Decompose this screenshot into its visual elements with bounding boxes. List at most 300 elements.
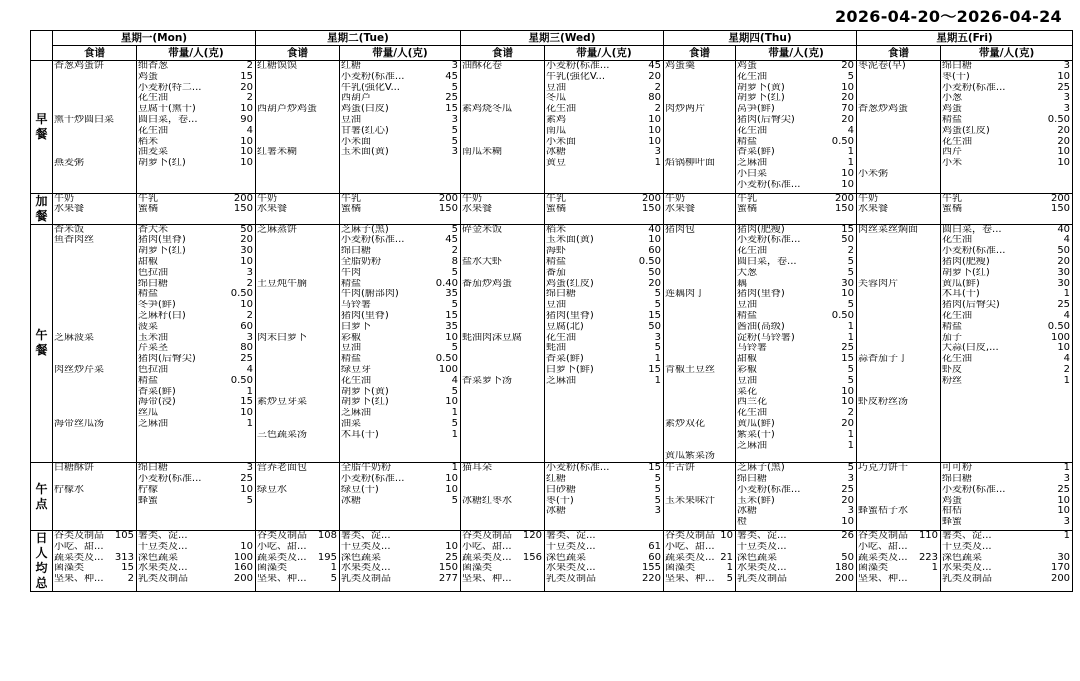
ingredient-line	[737, 279, 854, 290]
dish-name: 素炒豆芽菜	[257, 397, 307, 408]
ingredient-name: 紫菜(干)	[737, 429, 775, 440]
food-group: 谷类及制品	[858, 530, 909, 541]
dish-col-header: 食谱	[256, 46, 340, 61]
dish-cell	[53, 463, 137, 531]
ingredient-line	[737, 354, 854, 365]
ingredient-name: 豆腐(北)	[546, 321, 584, 332]
ingredient-amount: 3	[654, 506, 662, 517]
summary-line	[54, 531, 134, 542]
ingredient-name: 牛乳	[138, 193, 158, 204]
dish-name: 水果餐	[54, 204, 84, 215]
ingredient-name: 小麦粉(标准...	[138, 473, 202, 484]
ingredient-amount: 1	[847, 158, 855, 169]
food-group-amount: 160	[233, 563, 253, 574]
ingredient-amount: 10	[240, 104, 253, 115]
ingredient-amount: 20	[1057, 125, 1071, 136]
ingredient-amount: 10	[240, 136, 253, 147]
ingredient-line	[942, 343, 1070, 354]
ingredient-line	[942, 463, 1070, 474]
ingredient-amount: 25	[1057, 484, 1071, 495]
ingredient-amount: 10	[240, 484, 253, 495]
food-group: 坚果、种...	[54, 574, 104, 585]
summary-line	[257, 553, 337, 564]
ingredient-name: 猪肉(里脊)	[341, 310, 389, 321]
ingredient-name: 猪肉(肥瘦)	[737, 224, 785, 235]
ingredient-amount: 10	[240, 158, 253, 169]
dish-cell	[256, 193, 340, 224]
ingredient-line	[942, 311, 1070, 322]
food-group-amount: 26	[841, 530, 855, 541]
food-group-amount: 105	[114, 530, 134, 541]
ingredient-amount: 0.50	[435, 354, 459, 365]
ingredient-name: 蜜橘	[942, 204, 963, 215]
ingredient-line	[942, 474, 1070, 485]
ingredient-line	[546, 354, 661, 365]
dish-name: 牛舌饼	[665, 463, 696, 474]
dish-name: 小米粥	[858, 168, 889, 179]
dish-name: 红糖馍馍	[257, 61, 297, 71]
ingredient-line	[942, 289, 1070, 300]
dish-name: 黄瓜紫菜汤	[665, 451, 716, 462]
summary-cell	[461, 530, 545, 591]
ingredient-name: 莴笋(鲜)	[737, 104, 775, 115]
amount-col-header: 带量/人(克)	[736, 46, 857, 61]
ingredient-line	[546, 194, 661, 205]
ingredient-name: 香菜(鲜)	[546, 354, 584, 365]
food-group: 乳类及制品	[341, 574, 391, 585]
ingredient-name: 全脂奶粉	[341, 256, 381, 267]
ingredient-name: 白萝卜(鲜)	[546, 364, 594, 375]
ingredient-line	[737, 147, 854, 158]
ingredient-amount: 25	[445, 93, 459, 104]
ingredient-line	[138, 354, 253, 365]
food-group-amount	[457, 531, 458, 542]
ingredient-amount: 3	[246, 267, 253, 278]
food-group-amount: 155	[641, 563, 662, 574]
dish-name: 素鸡烧冬瓜	[462, 104, 513, 115]
summary-line	[858, 531, 938, 542]
food-group-amount	[133, 542, 134, 553]
ingredient-line	[546, 137, 661, 148]
dish-name: 水果餐	[257, 204, 287, 215]
ingredient-amount: 90	[240, 114, 253, 125]
ingredient-line	[546, 257, 661, 268]
ingredient-amount: 4	[451, 375, 459, 386]
ingredient-name: 花生油	[942, 310, 973, 321]
ingredient-name: 淀粉(马铃薯)	[737, 332, 795, 343]
dish-name: 绿豆水	[257, 484, 287, 495]
food-group-amount: 30	[1057, 552, 1071, 563]
ingredient-cell	[545, 193, 664, 224]
ingredient-amount: 10	[841, 386, 855, 397]
summary-row	[31, 530, 1073, 591]
ingredient-line	[737, 311, 854, 322]
amount-col-header: 带量/人(克)	[137, 46, 256, 61]
ingredient-line	[737, 83, 854, 94]
ingredient-line	[942, 115, 1070, 126]
ingredient-name: 圆白菜，卷...	[737, 256, 797, 267]
ingredient-name: 小麦粉(标准...	[942, 484, 1006, 495]
ingredient-name: 丝瓜	[138, 408, 158, 419]
dish-name: 牛奶	[462, 193, 483, 204]
dish-name: 盐水大虾	[462, 256, 503, 267]
ingredient-name: 马铃薯	[737, 343, 768, 354]
summary-line	[462, 542, 542, 553]
dish-col-header: 食谱	[664, 46, 736, 61]
ingredient-name: 豆腐干(熏干)	[138, 104, 196, 115]
ingredient-line	[737, 115, 854, 126]
food-group-amount	[541, 563, 542, 574]
summary-line	[942, 542, 1070, 553]
ingredient-name: 猪肉(里脊)	[138, 235, 186, 246]
date-range: 2026-04-20～2026-04-24	[835, 7, 1062, 26]
ingredient-line	[138, 246, 253, 257]
ingredient-name: 小麦粉(标准...	[942, 82, 1006, 93]
ingredient-line	[737, 441, 854, 452]
ingredient-name: 蚝油	[546, 343, 567, 354]
ingredient-amount: 10	[841, 397, 855, 408]
ingredient-name: 小麦粉(标准...	[546, 463, 610, 474]
ingredient-line	[341, 430, 458, 441]
ingredient-amount: 45	[445, 71, 459, 82]
food-group: 蔬菜类及...	[462, 552, 512, 563]
ingredient-name: 菠菜	[138, 321, 158, 332]
dish-name: 肉丝炒芹菜	[54, 364, 104, 375]
ingredient-amount: 40	[648, 224, 662, 235]
ingredient-line	[737, 408, 854, 419]
summary-line	[665, 574, 733, 585]
food-group-amount: 110	[918, 530, 939, 541]
ingredient-name: 精盐	[942, 321, 963, 332]
ingredient-name: 柑桔	[942, 506, 963, 517]
ingredient-amount: 0.40	[435, 278, 459, 289]
dish-name: 牛奶	[665, 193, 686, 204]
ingredient-line	[737, 376, 854, 387]
dish-name: 柠檬水	[54, 484, 84, 495]
food-group: 小吃、甜...	[54, 541, 104, 552]
ingredient-amount: 2	[847, 246, 855, 257]
ingredient-name: 蜜橘	[737, 204, 758, 215]
ingredient-amount: 150	[834, 204, 855, 215]
dish-name: 巧克力饼干	[858, 463, 909, 474]
ingredient-cell	[545, 61, 664, 194]
dish-cell	[461, 193, 545, 224]
ingredient-amount: 10	[1057, 147, 1071, 158]
ingredient-amount: 70	[841, 104, 855, 115]
food-group-amount: 10	[240, 541, 253, 552]
ingredient-line	[546, 333, 661, 344]
ingredient-name: 花生油	[737, 408, 768, 419]
ingredient-amount: 60	[240, 321, 253, 332]
ingredient-line	[546, 61, 661, 72]
ingredient-amount: 15	[445, 310, 459, 321]
ingredient-line	[737, 104, 854, 115]
ingredient-name: 精盐	[737, 310, 758, 321]
food-group: 谷类及制品	[257, 530, 307, 541]
ingredient-line	[341, 72, 458, 83]
ingredient-line	[546, 147, 661, 158]
ingredient-line	[737, 496, 854, 507]
ingredient-line	[138, 289, 253, 300]
dish-name: 香菜萝卜汤	[462, 375, 513, 386]
summary-line	[737, 553, 854, 564]
ingredient-amount: 15	[841, 354, 855, 365]
food-group-amount: 1	[931, 563, 939, 574]
summary-line	[737, 563, 854, 574]
summary-line	[462, 531, 542, 542]
food-group-amount: 200	[1050, 574, 1071, 585]
food-group: 菌藻类	[665, 563, 696, 574]
ingredient-name: 绵白糖	[138, 463, 168, 474]
ingredient-amount: 5	[847, 300, 855, 311]
ingredient-name: 海带(浸)	[138, 397, 176, 408]
ingredient-name: 胡萝卜(红)	[138, 158, 186, 169]
ingredient-name: 绵白糖	[138, 278, 168, 289]
ingredient-amount: 10	[1057, 495, 1071, 506]
ingredient-name: 香菜(鲜)	[737, 147, 775, 158]
ingredient-line	[546, 115, 661, 126]
ingredient-name: 蜜橘	[341, 204, 361, 215]
food-group-amount: 100	[233, 552, 253, 563]
summary-line	[138, 553, 253, 564]
ingredient-name: 油麦菜	[138, 147, 168, 158]
ingredient-line	[942, 235, 1070, 246]
ingredient-amount: 10	[648, 125, 662, 136]
dish-name: 蜂蜜桔子水	[858, 506, 909, 517]
ingredient-line	[942, 194, 1070, 205]
ingredient-name: 小麦粉(标准...	[341, 235, 405, 246]
ingredient-name: 牛乳(强化V...	[546, 71, 606, 82]
summary-line	[54, 542, 134, 553]
ingredient-line	[341, 300, 458, 311]
food-group: 谷类及制品	[54, 530, 104, 541]
food-group: 水果类及...	[341, 563, 391, 574]
ingredient-amount: 3	[1063, 93, 1071, 104]
ingredient-line	[341, 419, 458, 430]
ingredient-name: 黄瓜(鲜)	[942, 278, 980, 289]
ingredient-name: 胡萝卜(红)	[138, 246, 186, 257]
ingredient-name: 花生油	[942, 136, 973, 147]
ingredient-amount: 5	[451, 136, 459, 147]
ingredient-name: 西芹	[942, 147, 963, 158]
ingredient-line	[737, 419, 854, 430]
dish-name: 冰糖红枣水	[462, 495, 513, 506]
food-group: 小吃、甜...	[257, 541, 307, 552]
ingredient-line	[737, 158, 854, 169]
ingredient-name: 可可粉	[942, 463, 973, 474]
ingredient-amount: 3	[451, 61, 459, 71]
ingredient-cell	[941, 463, 1073, 531]
ingredient-name: 小白菜	[737, 168, 768, 179]
ingredient-name: 胡萝卜(红)	[341, 397, 389, 408]
ingredient-name: 绿豆芽	[341, 364, 371, 375]
ingredient-line	[942, 322, 1070, 333]
ingredient-amount: 10	[1057, 158, 1071, 169]
food-group-amount: 5	[330, 574, 337, 585]
ingredient-amount: 0.50	[831, 136, 855, 147]
ingredient-line	[341, 126, 458, 137]
food-group-amount	[937, 542, 938, 553]
summary-line	[942, 563, 1070, 574]
ingredient-name: 冰糖	[546, 147, 567, 158]
ingredient-amount: 150	[1050, 204, 1071, 215]
ingredient-name: 小米面	[341, 136, 371, 147]
ingredient-amount: 15	[240, 397, 253, 408]
dish-name: 水果餐	[462, 204, 493, 215]
summary-line	[737, 542, 854, 553]
dish-name: 虾皮粉丝汤	[858, 397, 909, 408]
summary-line	[462, 574, 542, 585]
dish-name: 营养老面包	[257, 463, 307, 474]
food-group-amount: 277	[438, 574, 459, 585]
ingredient-name: 小米	[942, 158, 963, 169]
food-group-amount: 200	[233, 574, 253, 585]
food-group-amount: 1	[1063, 530, 1071, 541]
ingredient-name: 红糖	[546, 473, 567, 484]
ingredient-line	[138, 279, 253, 290]
ingredient-line	[341, 474, 458, 485]
ingredient-amount: 5	[451, 386, 459, 397]
food-group-amount: 5	[726, 574, 734, 585]
ingredient-line	[737, 322, 854, 333]
ingredient-name: 芝麻籽(白)	[138, 310, 186, 321]
ingredient-line	[737, 61, 854, 72]
ingredient-name: 香大米	[138, 224, 168, 235]
food-group-amount: 195	[317, 552, 337, 563]
ingredient-amount: 1	[654, 354, 662, 365]
ingredient-amount: 5	[847, 71, 855, 82]
food-group: 菌藻类	[54, 563, 84, 574]
ingredient-line	[737, 257, 854, 268]
food-group: 坚果、种...	[858, 574, 908, 585]
dish-name: 焰锅柳叶面	[665, 158, 716, 169]
ingredient-line	[341, 376, 458, 387]
ingredient-line	[546, 496, 661, 507]
ingredient-name: 精盐	[737, 136, 758, 147]
ingredient-name: 豆油	[341, 114, 361, 125]
amount-col-header: 带量/人(克)	[340, 46, 461, 61]
ingredient-line	[138, 93, 253, 104]
ingredient-amount: 200	[1050, 193, 1071, 204]
ingredient-line	[138, 126, 253, 137]
ingredient-amount: 3	[246, 463, 253, 474]
ingredient-amount: 5	[654, 343, 662, 354]
ingredient-amount: 0.50	[230, 375, 253, 386]
ingredient-amount: 40	[1057, 224, 1071, 235]
ingredient-name: 精盐	[138, 289, 158, 300]
food-group: 蔬菜类及...	[858, 552, 908, 563]
ingredient-amount: 5	[654, 289, 662, 300]
food-group-amount: 1	[726, 563, 734, 574]
dish-name: 香葱鸡蛋饼	[54, 61, 104, 71]
ingredient-amount: 2	[246, 278, 253, 289]
ingredient-line	[737, 517, 854, 528]
food-group-amount: 10	[445, 541, 459, 552]
dish-name: 燕麦粥	[54, 158, 84, 169]
ingredient-line	[737, 169, 854, 180]
summary-cell	[545, 530, 664, 591]
ingredient-amount: 25	[841, 343, 855, 354]
amount-col-header: 带量/人(克)	[545, 46, 664, 61]
column-header-row	[31, 46, 1073, 61]
ingredient-amount: 4	[847, 125, 855, 136]
ingredient-amount: 4	[1063, 354, 1071, 365]
ingredient-name: 鸡蛋	[138, 71, 158, 82]
ingredient-line	[341, 225, 458, 236]
ingredient-amount: 30	[1057, 267, 1071, 278]
food-group-amount: 61	[648, 541, 662, 552]
ingredient-amount: 3	[1063, 517, 1071, 528]
ingredient-name: 菜花	[737, 386, 758, 397]
ingredient-line	[138, 387, 253, 398]
ingredient-name: 豆油	[546, 300, 567, 311]
ingredient-name: 芝麻子(黑)	[737, 463, 785, 474]
food-group: 乳类及制品	[942, 574, 993, 585]
ingredient-name: 彩椒	[341, 332, 361, 343]
summary-line	[257, 531, 337, 542]
ingredient-amount: 5	[246, 495, 253, 506]
summary-cell	[941, 530, 1073, 591]
food-group: 水果类及...	[138, 563, 188, 574]
ingredient-line	[737, 365, 854, 376]
ingredient-name: 小麦粉(标准...	[341, 71, 405, 82]
ingredient-amount: 1	[847, 429, 855, 440]
ingredient-name: 鸡蛋(红皮)	[942, 125, 990, 136]
ingredient-cell	[941, 61, 1073, 194]
food-group: 薯类、淀...	[138, 530, 188, 541]
ingredient-line	[341, 137, 458, 148]
ingredient-name: 绵白糖	[737, 473, 768, 484]
summary-line	[942, 553, 1070, 564]
ingredient-name: 绵白糖	[942, 473, 973, 484]
summary-line	[546, 553, 661, 564]
summary-line	[257, 542, 337, 553]
ingredient-amount: 100	[1050, 332, 1071, 343]
dish-name: 油酥花卷	[462, 61, 503, 71]
ingredient-name: 芝麻油	[138, 418, 168, 429]
ingredient-line	[138, 463, 253, 474]
food-group: 深色蔬菜	[546, 552, 587, 563]
dish-name: 莲藕肉丁	[665, 289, 706, 300]
ingredient-line	[138, 333, 253, 344]
dish-cell	[461, 463, 545, 531]
ingredient-name: 柠檬	[138, 484, 158, 495]
ingredient-amount: 1	[246, 386, 253, 397]
ingredient-name: 木耳(干)	[341, 429, 379, 440]
ingredient-name: 豆油	[546, 82, 567, 93]
dish-name: 肉丝菜丝焖面	[858, 224, 919, 235]
ingredient-cell	[137, 463, 256, 531]
ingredient-name: 花生油	[546, 104, 577, 115]
ingredient-line	[341, 147, 458, 158]
dish-name: 鱼香肉丝	[54, 235, 94, 246]
ingredient-amount: 5	[451, 125, 459, 136]
summary-line	[546, 574, 661, 585]
ingredient-name: 精盐	[138, 375, 158, 386]
ingredient-name: 香菜(鲜)	[138, 386, 176, 397]
ingredient-amount: 20	[648, 278, 662, 289]
ingredient-amount: 3	[451, 147, 459, 158]
dish-name: 牛奶	[54, 193, 74, 204]
ingredient-amount: 15	[648, 310, 662, 321]
ingredient-amount: 2	[451, 246, 459, 257]
ingredient-name: 甜椒	[138, 256, 158, 267]
dish-name: 白糖酥饼	[54, 463, 94, 474]
ingredient-amount: 15	[648, 463, 662, 474]
summary-line	[54, 553, 134, 564]
ingredient-amount: 8	[451, 256, 459, 267]
ingredient-line	[942, 137, 1070, 148]
